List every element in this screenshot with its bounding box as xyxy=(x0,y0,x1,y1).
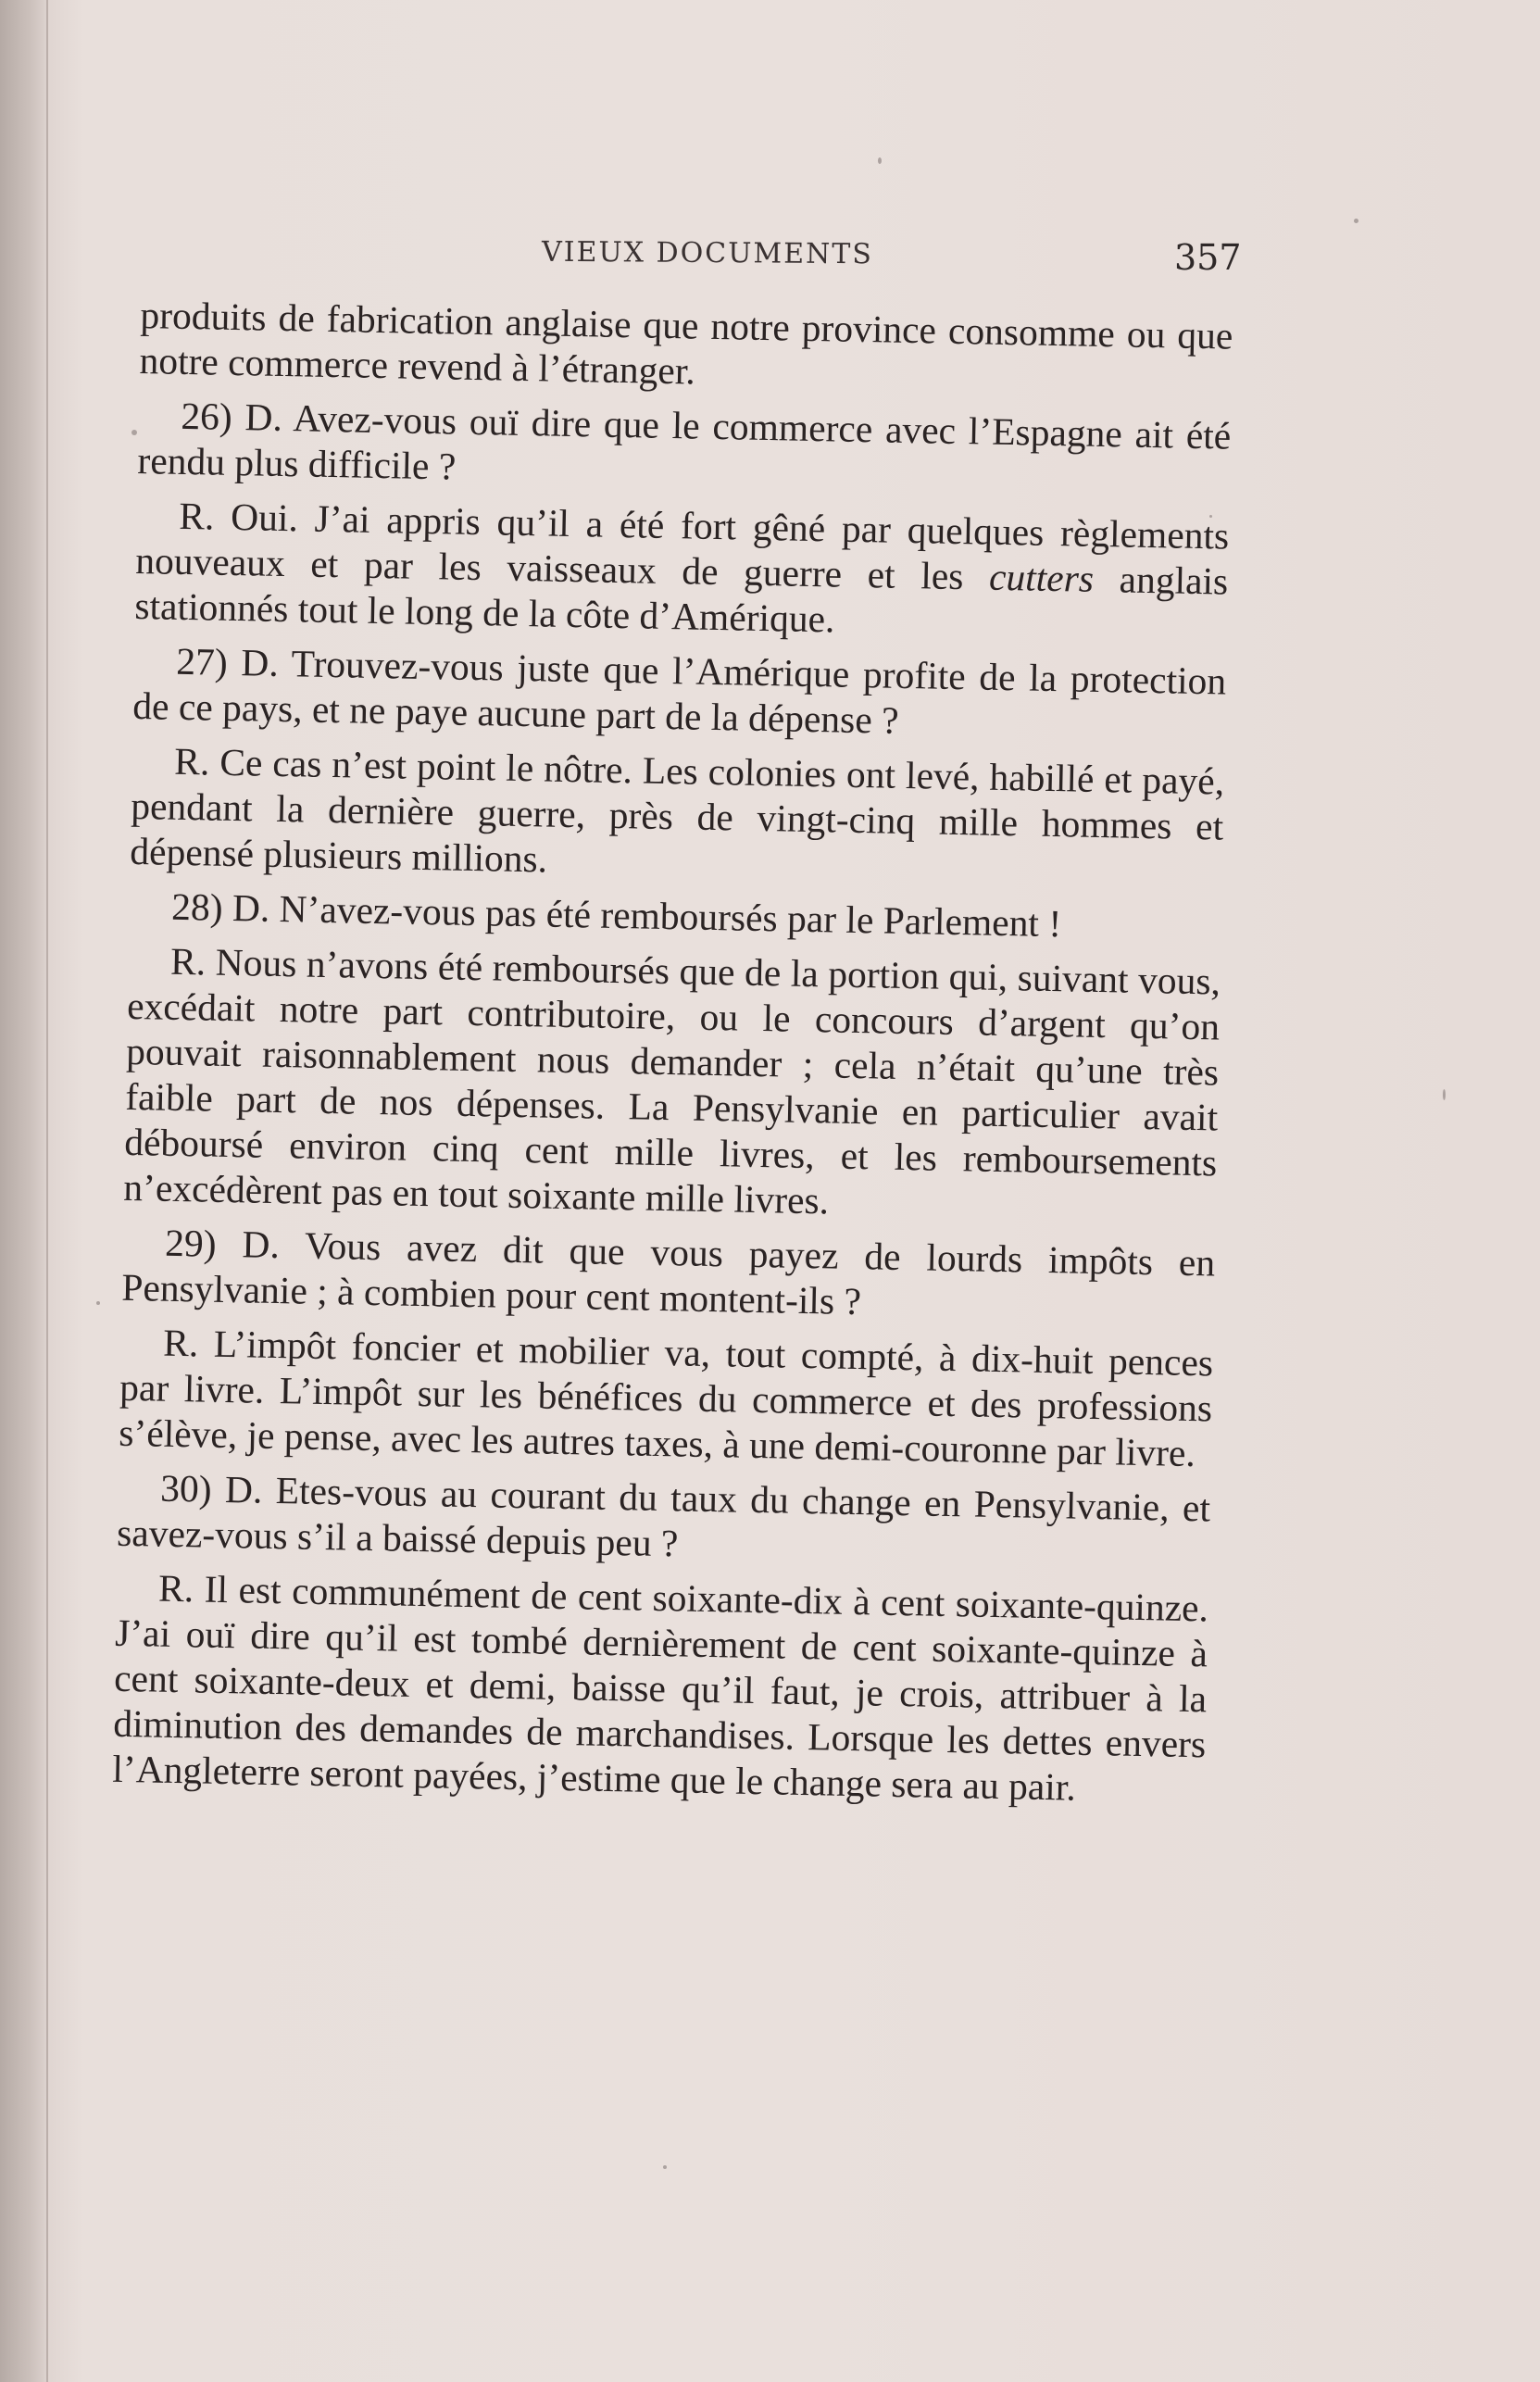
paper-speck xyxy=(663,2165,667,2169)
question-27: 27) D. Trouvez-vous juste que l’Amérique profite de la protection de ce pays, et ne paye aucune part de la dépense ? xyxy=(131,639,1227,742)
italic-word: cutters xyxy=(988,555,1095,600)
answer-26-text-end: anglais stationnés tout le long de la côte d’Amérique. xyxy=(134,557,1229,641)
question-29: 29) D. Vous avez dit que vous payez de lourds impôts en Pensylvanie ; à combien pour cent montent-ils ? xyxy=(120,1221,1216,1323)
paper-speck xyxy=(1354,219,1358,223)
question-26: 26) D. Avez-vous ouï dire que le commerce avec l’Espagne ait été rendu plus difficile ? xyxy=(137,394,1232,488)
paper-speck xyxy=(1209,515,1212,518)
answer-29: R. L’impôt foncier et mobilier va, tout compté, à dix-huit pences par livre. L’impôt sur les bénéfices du commerce et des professions s’élève, je pense, avec les autres taxes, à une demi-couronne par livre. xyxy=(118,1321,1214,1475)
question-28: 28) D. N’avez-vous pas été remboursés par le Parlement ! xyxy=(170,884,1062,946)
paragraph-continuation: produits de fabrication anglaise que notre province consomme ou que notre commerce revend à l’étranger. xyxy=(139,293,1233,393)
paper-speck xyxy=(1443,1089,1446,1100)
answer-26 xyxy=(134,493,1230,650)
body-text xyxy=(112,293,1233,1822)
book-gutter xyxy=(0,0,48,2382)
question-30: 30) D. Etes-vous au courant du taux du change en Pensylvanie, et savez-vous s’il a baissé depuis peu ? xyxy=(116,1466,1211,1565)
binding-fold xyxy=(46,0,48,2382)
page-header xyxy=(0,232,1540,278)
answer-30: R. Il est communément de cent soixante-dix à cent soixante-quinze. J’ai ouï dire qu’il est tombé dernièrement de cent soixante-quinze à cent soixante-deux et demi, baisse qu’il faut, je crois, attribuer à la diminution des demandes de marchandises. Lorsque les dettes envers l’Angleterre seront payées, j’estime que le change sera au pair. xyxy=(111,1566,1209,1809)
paper-speck xyxy=(878,157,882,164)
page-number: 357 xyxy=(1174,237,1242,278)
paper-speck xyxy=(96,1301,100,1305)
answer-27: R. Ce cas n’est point le nôtre. Les colonies ont levé, habillé et payé, pendant la dernière guerre, près de vingt-cinq mille hommes et dépensé plusieurs millions. xyxy=(129,739,1225,881)
answer-28: R. Nous n’avons été remboursés que de la portion qui, suivant vous, excédait notre part contributoire, ou le concours d’argent qu’on pouvait raisonnablement nous demander ; cela n’était qu’une très faible part de nos dépenses. La Pensylvanie en particulier avait déboursé environ cinq cent mille livres, et les remboursements n’excédèrent pas en tout soixante mille livres. xyxy=(123,939,1221,1222)
running-title: VIEUX DOCUMENTS xyxy=(541,235,874,271)
answer-26-text-start: R. Oui. J’ai appris qu’il a été fort gêné par quelques règlements nouveaux et par les vaisseaux de guerre et les xyxy=(135,494,1230,598)
paper-speck xyxy=(131,430,137,435)
